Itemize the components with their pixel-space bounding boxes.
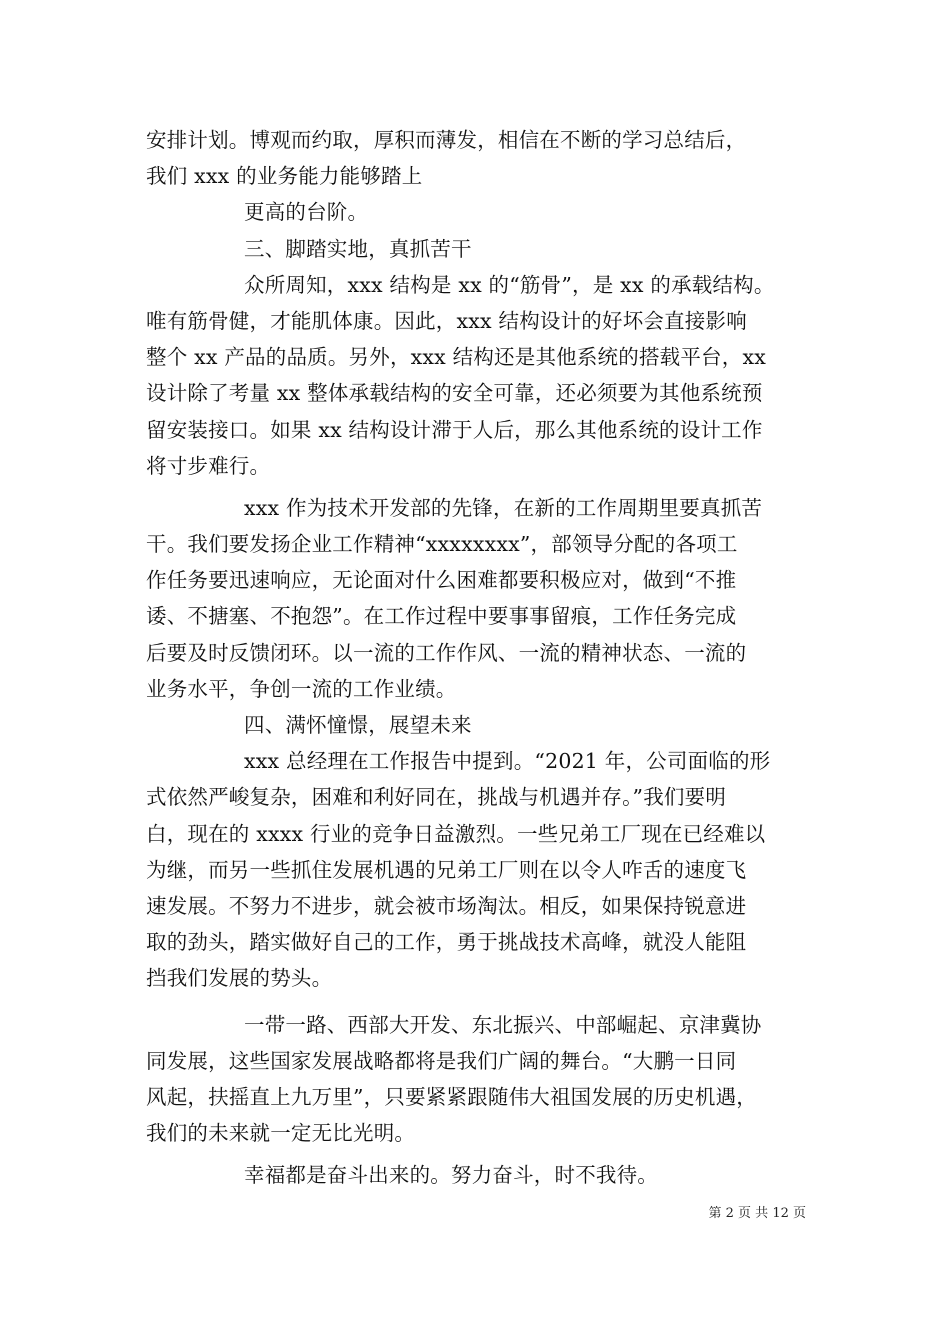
text-line: xxx 总经理在工作报告中提到。“2021 年，公司面临的形 <box>244 749 771 774</box>
text-line: 业务水平，争创一流的工作业绩。 <box>146 676 457 701</box>
text-line: 整个 xx 产品的品质。另外，xxx 结构还是其他系统的搭载平台，xx <box>146 345 766 370</box>
text-line: 风起，扶摇直上九万里”，只要紧紧跟随伟大祖国发展的历史机遇， <box>146 1084 757 1109</box>
paragraph <box>146 194 811 230</box>
text-line: 同发展，这些国家发展战略都将是我们广阔的舞台。“大鹏一日同 <box>146 1048 737 1073</box>
text-line: 为继，而另一些抓住发展机遇的兄弟工厂则在以令人咋舌的速度飞 <box>146 857 747 882</box>
paragraph <box>146 743 811 996</box>
text-line: xxx 作为技术开发部的先锋，在新的工作周期里要真抓苦 <box>244 495 763 520</box>
text-line: 速发展。不努力不进步，就会被市场淘汰。相反，如果保持锐意进 <box>146 893 747 918</box>
text-line: 式依然严峻复杂，困难和利好同在，挑战与机遇并存。”我们要明 <box>146 785 727 810</box>
text-line: 设计除了考量 xx 整体承载结构的安全可靠，还必须要为其他系统预 <box>146 381 763 406</box>
text-line: 安排计划。博观而约取，厚积而薄发，相信在不断的学习总结后， <box>146 128 747 152</box>
body-text <box>146 122 811 1193</box>
paragraph <box>146 1157 811 1193</box>
paragraph <box>146 122 811 194</box>
text-line: 诿、不搪塞、不抱怨”。在工作过程中要事事留痕，工作任务完成 <box>146 604 737 629</box>
text-line: 一带一路、西部大开发、东北振兴、中部崛起、京津冀协 <box>244 1012 762 1037</box>
paragraph <box>146 1007 811 1152</box>
text-line: 作任务要迅速响应，无论面对什么困难都要积极应对，做到“不推 <box>146 568 737 593</box>
text-line: 唯有筋骨健，才能肌体康。因此，xxx 结构设计的好坏会直接影响 <box>146 308 747 333</box>
text-line: 将寸步难行。 <box>146 453 271 478</box>
heading-text: 四、满怀憧憬，展望未来 <box>244 713 472 737</box>
text-line: 留安装接口。如果 xx 结构设计滞于人后，那么其他系统的设计工作 <box>146 417 763 442</box>
text-line: 白，现在的 xxxx 行业的竞争日益激烈。一些兄弟工厂现在已经难以 <box>146 821 766 846</box>
heading-text: 三、脚踏实地，真抓苦干 <box>244 236 472 261</box>
text-line: 干。我们要发扬企业工作精神“xxxxxxxx”，部领导分配的各项工 <box>146 532 738 557</box>
section-heading <box>146 231 811 267</box>
page-number: 第 2 页 共 12 页 <box>708 1206 806 1221</box>
text-line: 后要及时反馈闭环。以一流的工作作风、一流的精神状态、一流的 <box>146 640 747 665</box>
text-line: 众所周知，xxx 结构是 xx 的“筋骨”，是 xx 的承载结构。 <box>244 272 775 297</box>
text-line: 幸福都是奋斗出来的。努力奋斗，时不我待。 <box>244 1163 658 1188</box>
paragraph <box>146 267 811 484</box>
text-line: 取的劲头，踏实做好自己的工作，勇于挑战技术高峰，就没人能阻 <box>146 930 747 955</box>
text-line: 我们的未来就一定无比光明。 <box>146 1121 416 1146</box>
text-line: 更高的台阶。 <box>244 200 369 225</box>
text-line: 我们 xxx 的业务能力能够踏上 <box>146 164 423 189</box>
paragraph <box>146 490 811 707</box>
text-line: 挡我们发展的势头。 <box>146 966 333 991</box>
section-heading <box>146 707 811 743</box>
